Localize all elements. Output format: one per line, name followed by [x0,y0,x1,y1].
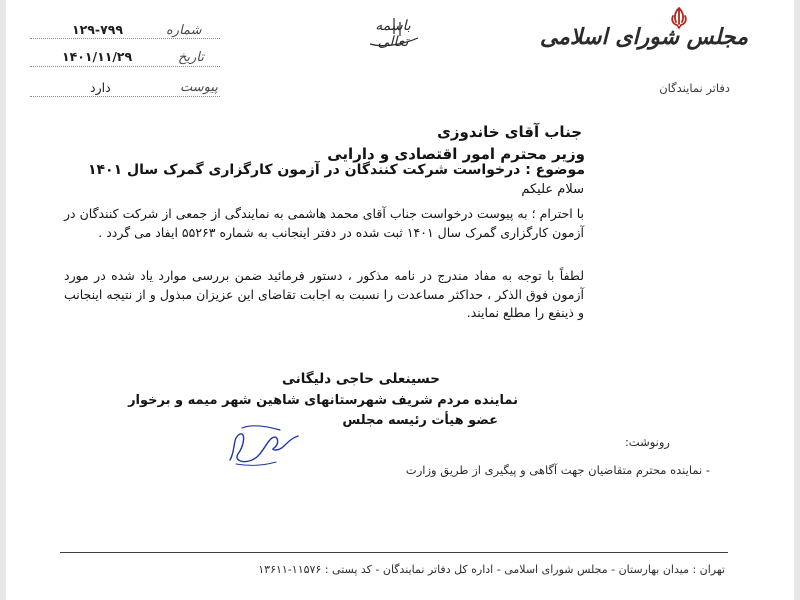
minister-title: وزیر محترم امور اقتصادی و دارایی [327,145,585,163]
signatory-title: نماینده مردم شریف شهرستانهای شاهین شهر میمه و برخوار [128,393,518,408]
footer-divider [60,552,728,553]
letter-number: ۱۲۹-۷۹۹ [72,22,123,37]
page-edge-right [794,0,800,600]
handwritten-signature [222,420,306,468]
body-paragraph-2: لطفاً با توجه به مفاد مندرج در نامه مذکور ، دستور فرمائید ضمن بررسی موارد یاد شده در مورد آزمون فوق الذکر ، حداکثر مساعدت را نسبت به اجابت تقاضای این عزیزان مبذول و از نتیجه اینجانب و ذینفع را مطلع نمایند. [64,268,584,320]
signatory-name: حسینعلی حاجی دلیگانی [281,371,440,387]
letter-subject: موضوع : درخواست شرکت کنندگان در آزمون کارگزاری گمرک سال ۱۴۰۱ [87,162,585,178]
signatory-role: عضو هیأت رئیسه مجلس [342,413,498,428]
attachment-label: پیوست [180,80,218,95]
attachment-value: دارد [90,80,111,95]
date-line [30,66,220,67]
addressee: جناب آقای خاندوزی [437,123,582,141]
invocation-calligraphy: باسمه تعالی [358,14,428,54]
office-name: دفاتر نمایندگان [659,81,730,95]
cc-label: رونوشت: [624,435,670,449]
number-label: شماره [166,23,202,38]
date-label: تاریخ [178,50,204,65]
attachment-line [30,96,220,97]
greeting: سلام علیکم [521,182,584,197]
cc-item: - نماینده محترم متقاضیان جهت آگاهی و پیگیری از طریق وزارت [405,463,710,477]
number-line [30,38,220,39]
institution-logo-text: مجلس شورای اسلامی [539,24,748,50]
letter-date: ۱۴۰۱/۱۱/۲۹ [62,49,133,64]
page-edge-left [0,0,6,600]
body-paragraph-1: با احترام ؛ به پیوست درخواست جناب آقای محمد هاشمی به نمایندگی از جمعی از شرکت کنندگان در آزمون کارگزاری گمرک سال ۱۴۰۱ ثبت شده در دفتر اینجانب به شماره ۵۵۲۶۳ ایفاد می گردد . [64,206,584,240]
footer-address: تهران : میدان بهارستان - مجلس شورای اسلامی - اداره کل دفاتر نمایندگان - کد پستی : ۱۱۵۷۶-۱۳۶۱۱ [258,563,725,576]
